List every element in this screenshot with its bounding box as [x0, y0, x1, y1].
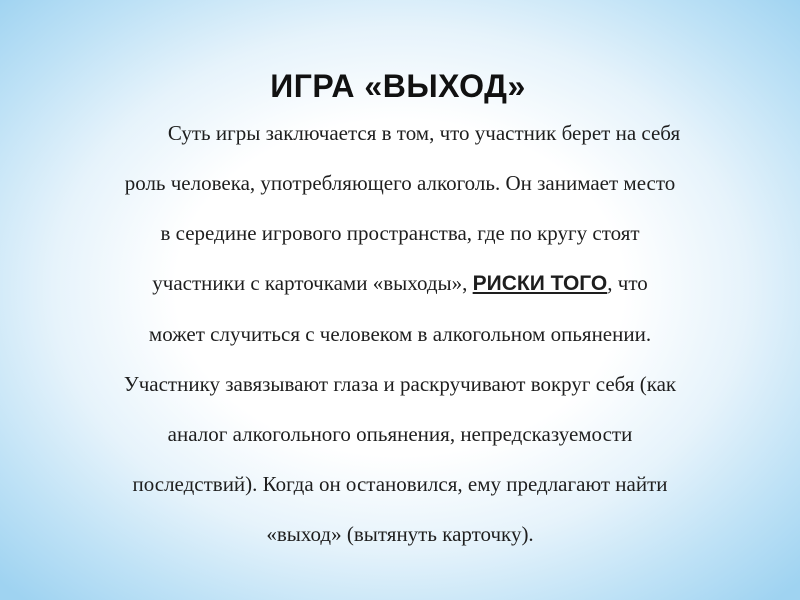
- text-line-9: «выход» (вытянуть карточку).: [266, 522, 534, 546]
- slide-body-text: [30, 108, 770, 559]
- risk-emphasis: РИСКИ ТОГО: [472, 272, 608, 295]
- slide-title: ИГРА «ВЫХОД»: [270, 68, 526, 104]
- text-line-6: Участнику завязывают глаза и раскручивают вокруг себя (как: [123, 372, 677, 396]
- text-line-3: в середине игрового пространства, где по кругу стоят: [160, 221, 640, 245]
- text-line-1: Суть игры заключается в том, что участник берет на себя: [167, 121, 681, 145]
- text-line-8: последствий). Когда он остановился, ему предлагают найти: [132, 472, 668, 496]
- text-line-4-end: , что: [607, 271, 648, 295]
- text-line-4: [30, 258, 770, 309]
- text-line-4-start: участники с карточками «выходы»,: [152, 271, 468, 295]
- text-line-7: аналог алкогольного опьянения, непредсказуемости: [167, 422, 633, 446]
- text-line-5: может случиться с человеком в алкогольном опьянении.: [148, 322, 652, 346]
- text-line-2: роль человека, употребляющего алкоголь. Он занимает место: [124, 171, 676, 195]
